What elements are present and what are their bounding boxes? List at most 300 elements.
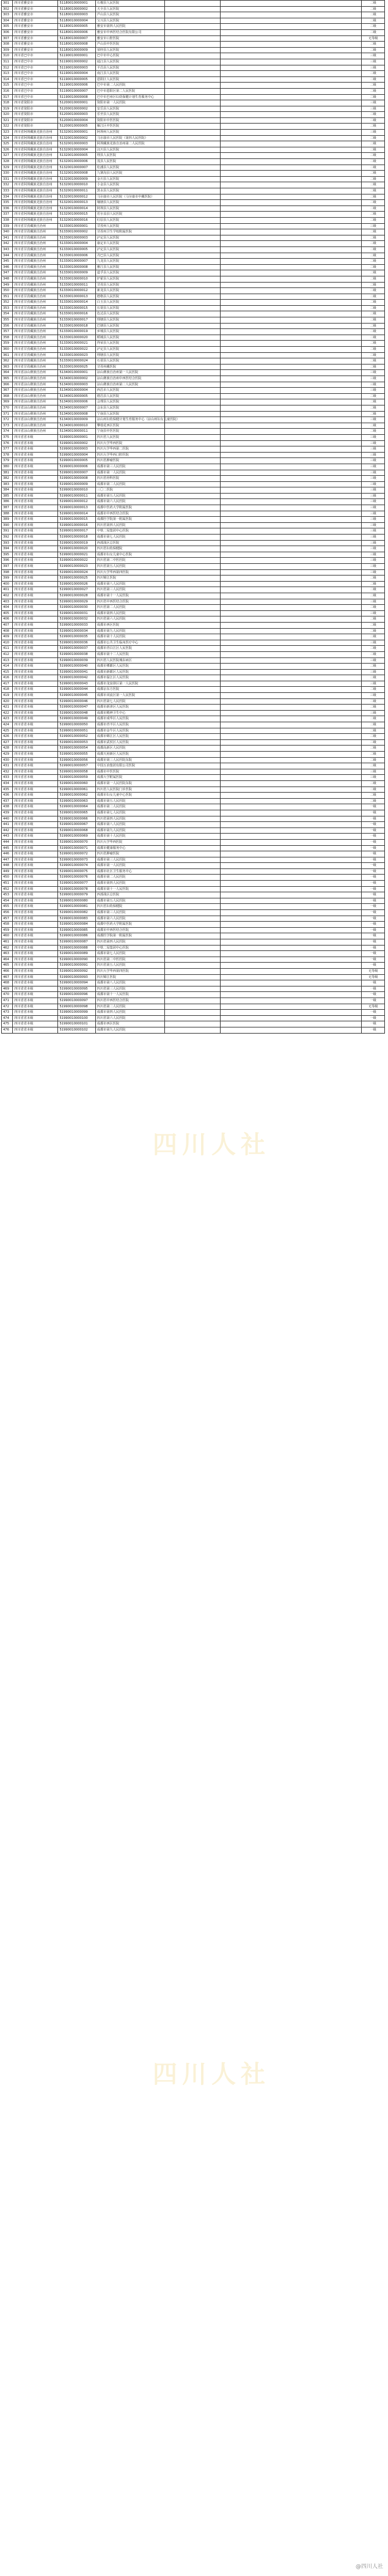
table-row xyxy=(2,616,385,623)
blank-cell xyxy=(221,71,362,77)
blank-cell xyxy=(164,147,220,153)
table-row xyxy=(2,822,385,828)
region-cell: 四川省甘孜藏族自治州 xyxy=(13,241,58,247)
table-row xyxy=(2,493,385,499)
blank-cell xyxy=(221,212,362,218)
row-number: 432 xyxy=(2,769,13,775)
blank-cell xyxy=(221,317,362,324)
code-cell: 51180010000004 xyxy=(58,18,95,24)
region-cell: 四川省省本级 xyxy=(13,693,58,699)
region-cell: 四川省省本级 xyxy=(13,540,58,546)
table-row xyxy=(2,868,385,875)
region-cell: 四川省甘孜藏族自治州 xyxy=(13,288,58,294)
level-cell: 二级 xyxy=(362,117,385,124)
table-row xyxy=(2,881,385,887)
blank-cell xyxy=(164,605,220,611)
region-cell: 四川省省本级 xyxy=(13,816,58,822)
blank-cell xyxy=(221,922,362,928)
row-number: 412 xyxy=(2,651,13,657)
level-cell: 三级 xyxy=(362,458,385,464)
level-cell: 二级 xyxy=(362,646,385,652)
blank-cell xyxy=(221,581,362,587)
level-cell: 二级 xyxy=(362,241,385,247)
row-number: 419 xyxy=(2,693,13,699)
row-number: 459 xyxy=(2,927,13,933)
region-cell: 四川省省本级 xyxy=(13,734,58,740)
blank-cell xyxy=(221,1027,362,1033)
table-row xyxy=(2,610,385,616)
level-cell: 三级 xyxy=(362,106,385,112)
table-row xyxy=(2,875,385,881)
level-cell: 三级 xyxy=(362,693,385,699)
level-cell: 二级 xyxy=(362,259,385,265)
blank-cell xyxy=(164,752,220,758)
table-row xyxy=(2,664,385,670)
table-row xyxy=(2,675,385,681)
level-cell: 二级 xyxy=(362,88,385,94)
hospital-name-cell: 茂县人民医院 xyxy=(95,159,164,165)
row-number: 359 xyxy=(2,341,13,347)
row-number: 434 xyxy=(2,780,13,786)
blank-cell xyxy=(164,259,220,265)
blank-cell xyxy=(221,868,362,875)
region-cell: 四川省省本级 xyxy=(13,728,58,734)
region-cell: 四川省甘孜藏族自治州 xyxy=(13,294,58,300)
blank-cell xyxy=(221,241,362,247)
row-number: 442 xyxy=(2,827,13,834)
table-row xyxy=(2,47,385,53)
blank-cell xyxy=(164,822,220,828)
blank-cell xyxy=(164,646,220,652)
hospital-name-cell: 凉山州妇幼保健计划生育服务中心（凉山州妇女儿童医院） xyxy=(95,417,164,423)
blank-cell xyxy=(164,775,220,781)
hospital-name-cell: 甘孜县人民医院 xyxy=(95,282,164,288)
code-cell: 51990010000019 xyxy=(58,540,95,546)
hospital-name-cell: 西部战区总医院 xyxy=(95,540,164,546)
table-row xyxy=(2,951,385,957)
row-number: 386 xyxy=(2,499,13,505)
level-cell: 二级 xyxy=(362,153,385,159)
code-cell: 51990010000001 xyxy=(58,434,95,440)
row-number: 441 xyxy=(2,822,13,828)
hospital-name-cell: 黑水县人民医院 xyxy=(95,188,164,194)
code-cell: 51180010000006 xyxy=(58,29,95,35)
blank-cell xyxy=(164,217,220,223)
code-cell: 51990010000069 xyxy=(58,834,95,840)
level-cell: 二级 xyxy=(362,716,385,722)
level-cell: 二级 xyxy=(362,112,385,118)
code-cell: 51340010000008 xyxy=(58,411,95,417)
blank-cell xyxy=(164,669,220,675)
hospital-name-cell: 四川大学华西医院 xyxy=(95,440,164,446)
region-cell: 四川省巴中市 xyxy=(13,88,58,94)
hospital-name-cell: 成都市第六人民医院 xyxy=(95,499,164,505)
blank-cell xyxy=(221,1004,362,1010)
hospital-name-cell: 德格县人民医院 xyxy=(95,294,164,300)
row-number: 378 xyxy=(2,452,13,458)
region-cell: 四川省省本级 xyxy=(13,957,58,963)
row-number: 464 xyxy=(2,957,13,963)
level-cell: 三级 xyxy=(362,511,385,517)
code-cell: 51190010000003 xyxy=(58,65,95,71)
row-number: 348 xyxy=(2,276,13,282)
region-cell: 四川省省本级 xyxy=(13,517,58,523)
region-cell: 四川省省本级 xyxy=(13,939,58,946)
hospital-name-cell: 成都医学院第一附属医院 xyxy=(95,933,164,939)
row-number: 433 xyxy=(2,775,13,781)
region-cell: 四川省省本级 xyxy=(13,775,58,781)
table-row xyxy=(2,352,385,358)
code-cell: 51990010000048 xyxy=(58,710,95,716)
table-row xyxy=(2,599,385,605)
blank-cell xyxy=(221,253,362,259)
code-cell: 51990010000065 xyxy=(58,810,95,816)
code-cell: 51990010000047 xyxy=(58,705,95,711)
level-cell: 二级 xyxy=(362,300,385,306)
blank-cell xyxy=(164,834,220,840)
hospital-name-cell: 阿坝县人民医院 xyxy=(95,205,164,212)
code-cell: 51330010000003 xyxy=(58,235,95,241)
code-cell: 51990010000066 xyxy=(58,816,95,822)
blank-cell xyxy=(221,341,362,347)
blank-cell xyxy=(221,511,362,517)
level-cell: 三级 xyxy=(362,434,385,440)
row-number: 316 xyxy=(2,88,13,94)
blank-cell xyxy=(164,827,220,834)
table-row xyxy=(2,217,385,223)
level-cell: 二级 xyxy=(362,282,385,288)
hospital-name-cell: 新龙县人民医院 xyxy=(95,288,164,294)
blank-cell xyxy=(221,18,362,24)
hospital-name-cell: 德昌县人民医院 xyxy=(95,393,164,399)
region-cell: 四川省省本级 xyxy=(13,839,58,845)
hospital-name-cell: 成都高新区人民医院 xyxy=(95,746,164,752)
hospital-name-cell: 成都医学院第一附属医院 xyxy=(95,517,164,523)
blank-cell xyxy=(164,1010,220,1016)
row-number: 373 xyxy=(2,423,13,429)
code-cell: 51330010000022 xyxy=(58,347,95,353)
table-row xyxy=(2,223,385,229)
region-cell: 四川省甘孜藏族自治州 xyxy=(13,305,58,311)
region-cell: 四川省省本级 xyxy=(13,522,58,528)
code-cell: 51990010000007 xyxy=(58,470,95,476)
level-cell: 一级 xyxy=(362,827,385,834)
level-cell: 三级 xyxy=(362,540,385,546)
region-cell: 四川省省本级 xyxy=(13,628,58,634)
blank-cell xyxy=(221,992,362,998)
region-cell: 四川省甘孜藏族自治州 xyxy=(13,347,58,353)
row-number: 307 xyxy=(2,35,13,42)
hospital-name-cell: 成都市第三人民医院 xyxy=(95,857,164,863)
hospital-name-cell: 四川省第六人民医院 xyxy=(95,1015,164,1021)
code-cell: 51990010000046 xyxy=(58,698,95,705)
code-cell: 51990010000036 xyxy=(58,640,95,646)
blank-cell xyxy=(164,769,220,775)
blank-cell xyxy=(221,282,362,288)
level-cell: 二级 xyxy=(362,311,385,317)
region-cell: 四川省省本级 xyxy=(13,910,58,916)
table-row xyxy=(2,458,385,464)
row-number: 382 xyxy=(2,476,13,482)
hospital-name-cell: 成都大学附属医院 xyxy=(95,775,164,781)
blank-cell xyxy=(221,1021,362,1027)
row-number: 385 xyxy=(2,493,13,499)
blank-cell xyxy=(221,335,362,341)
level-cell: 三级 xyxy=(362,446,385,453)
hospital-name-cell: 阿坝州人民医院 xyxy=(95,130,164,136)
table-row xyxy=(2,746,385,752)
hospital-name-cell: 平昌县人民医院 xyxy=(95,65,164,71)
blank-cell xyxy=(221,845,362,851)
region-cell: 四川省雅安市 xyxy=(13,12,58,18)
code-cell: 51990010000002 xyxy=(58,440,95,446)
blank-cell xyxy=(221,528,362,535)
level-cell: 二级 xyxy=(362,323,385,329)
row-number: 466 xyxy=(2,968,13,974)
hospital-name-cell: 成都市第二人民医院 xyxy=(95,804,164,810)
blank-cell xyxy=(221,945,362,951)
code-cell: 51320010000010 xyxy=(58,182,95,188)
region-cell: 四川省凉山彝族自治州 xyxy=(13,429,58,435)
code-cell: 51330010000004 xyxy=(58,241,95,247)
table-row xyxy=(2,569,385,576)
table-row xyxy=(2,1021,385,1027)
region-cell: 四川省省本级 xyxy=(13,564,58,570)
blank-cell xyxy=(221,576,362,582)
blank-cell xyxy=(221,83,362,89)
blank-cell xyxy=(221,963,362,969)
blank-cell xyxy=(221,646,362,652)
code-cell: 51990010000026 xyxy=(58,581,95,587)
code-cell: 51330010000017 xyxy=(58,317,95,324)
level-cell: 三级 xyxy=(362,669,385,675)
level-cell: 二级 xyxy=(362,317,385,324)
code-cell: 51200010000002 xyxy=(58,106,95,112)
hospital-name-cell: 成都中医药大学附属医院 xyxy=(95,505,164,511)
level-cell: 一级 xyxy=(362,980,385,986)
hospital-name-cell: 四川省第二中医医院 xyxy=(95,558,164,564)
row-number: 306 xyxy=(2,29,13,35)
blank-cell xyxy=(164,634,220,640)
blank-cell xyxy=(164,599,220,605)
blank-cell xyxy=(164,716,220,722)
level-cell: 二级 xyxy=(362,581,385,587)
level-cell: 一级 xyxy=(362,845,385,851)
table-row xyxy=(2,916,385,922)
region-cell: 四川省甘孜藏族自治州 xyxy=(13,352,58,358)
blank-cell xyxy=(221,6,362,12)
code-cell: 51320010000012 xyxy=(58,194,95,200)
row-number: 328 xyxy=(2,159,13,165)
row-number: 457 xyxy=(2,916,13,922)
code-cell: 51320010000004 xyxy=(58,147,95,153)
hospital-name-cell: 成都市第二人民医院 xyxy=(95,481,164,487)
level-cell: 三级 xyxy=(362,599,385,605)
region-cell: 四川省省本级 xyxy=(13,757,58,763)
row-number: 427 xyxy=(2,739,13,746)
region-cell: 四川省甘孜藏族自治州 xyxy=(13,259,58,265)
code-cell: 51340010000009 xyxy=(58,417,95,423)
hospital-name-cell: 巴中市中心医院 xyxy=(95,53,164,59)
row-number: 345 xyxy=(2,259,13,265)
code-cell: 51990010000041 xyxy=(58,669,95,675)
row-number: 445 xyxy=(2,845,13,851)
blank-cell xyxy=(221,698,362,705)
hospital-name-cell: 成都市第七人民医院 xyxy=(95,951,164,957)
region-cell: 四川省雅安市 xyxy=(13,29,58,35)
level-cell: 三级 xyxy=(362,470,385,476)
blank-cell xyxy=(164,165,220,171)
level-cell: 二级 xyxy=(362,188,385,194)
code-cell: 51200010000003 xyxy=(58,112,95,118)
hospital-name-cell: 四川省第四人民医院 xyxy=(95,816,164,822)
region-cell: 四川省省本级 xyxy=(13,822,58,828)
code-cell: 51990010000053 xyxy=(58,739,95,746)
blank-cell xyxy=(221,476,362,482)
level-cell: 二级 xyxy=(362,212,385,218)
code-cell: 51340010000003 xyxy=(58,382,95,388)
region-cell: 四川省省本级 xyxy=(13,458,58,464)
level-cell: 一级 xyxy=(362,951,385,957)
blank-cell xyxy=(164,18,220,24)
level-cell: 二级 xyxy=(362,71,385,77)
region-cell: 四川省甘孜藏族自治州 xyxy=(13,223,58,229)
hospital-name-cell: 中铁二局集团中心医院 xyxy=(95,528,164,535)
table-row xyxy=(2,769,385,775)
level-cell: 三级 xyxy=(362,552,385,558)
blank-cell xyxy=(164,130,220,136)
level-cell: 三级 xyxy=(362,481,385,487)
blank-cell xyxy=(221,24,362,30)
hospital-name-cell: 四川大学华西第二医院 xyxy=(95,446,164,453)
blank-cell xyxy=(164,1027,220,1033)
blank-cell xyxy=(164,511,220,517)
region-cell: 四川省甘孜藏族自治州 xyxy=(13,364,58,370)
level-cell: 三级 xyxy=(362,59,385,65)
table-row xyxy=(2,405,385,411)
code-cell: 51990010000006 xyxy=(58,464,95,470)
hospital-name-cell: 成都市新津区人民医院 xyxy=(95,705,164,711)
code-cell: 51990010000013 xyxy=(58,505,95,511)
table-row xyxy=(2,816,385,822)
blank-cell xyxy=(221,816,362,822)
code-cell: 51990010000057 xyxy=(58,763,95,769)
table-row xyxy=(2,235,385,241)
table-row xyxy=(2,481,385,487)
region-cell: 四川省省本级 xyxy=(13,922,58,928)
row-number: 462 xyxy=(2,945,13,951)
row-number: 318 xyxy=(2,100,13,106)
row-number: 375 xyxy=(2,434,13,440)
code-cell: 51990010000060 xyxy=(58,780,95,786)
level-cell: 二级 xyxy=(362,194,385,200)
region-cell: 四川省甘孜藏族自治州 xyxy=(13,311,58,317)
blank-cell xyxy=(221,270,362,276)
blank-cell xyxy=(221,569,362,576)
code-cell: 51190010000006 xyxy=(58,83,95,89)
region-cell: 四川省省本级 xyxy=(13,793,58,799)
blank-cell xyxy=(164,569,220,576)
table-row xyxy=(2,698,385,705)
region-cell: 四川省省本级 xyxy=(13,705,58,711)
region-cell: 四川省省本级 xyxy=(13,851,58,857)
hospital-name-cell: 道孚县人民医院 xyxy=(95,270,164,276)
blank-cell xyxy=(221,446,362,453)
region-cell: 四川省省本级 xyxy=(13,769,58,775)
hospital-name-cell: 会理县人民医院 xyxy=(95,399,164,405)
code-cell: 51990010000063 xyxy=(58,798,95,804)
blank-cell xyxy=(164,499,220,505)
table-row xyxy=(2,945,385,951)
row-number: 448 xyxy=(2,863,13,869)
region-cell: 四川省资阳市 xyxy=(13,106,58,112)
level-cell: 三级 xyxy=(362,610,385,616)
level-cell: 二级 xyxy=(362,763,385,769)
hospital-name-cell: 成都市第九人民医院 xyxy=(95,628,164,634)
level-cell: 一级 xyxy=(362,834,385,840)
code-cell: 51200010000001 xyxy=(58,100,95,106)
table-row xyxy=(2,845,385,851)
blank-cell xyxy=(221,382,362,388)
code-cell: 51990010000004 xyxy=(58,452,95,458)
hospital-name-cell: 成都市第十一人民医院 xyxy=(95,886,164,892)
region-cell: 四川省省本级 xyxy=(13,651,58,657)
hospital-name-cell: 四川省妇幼保健院 xyxy=(95,546,164,552)
blank-cell xyxy=(221,616,362,623)
blank-cell xyxy=(164,83,220,89)
row-number: 443 xyxy=(2,834,13,840)
hospital-name-cell: 成都市青白江区人民医院 xyxy=(95,646,164,652)
code-cell: 51340010000010 xyxy=(58,423,95,429)
region-cell: 四川省省本级 xyxy=(13,505,58,511)
row-number: 409 xyxy=(2,634,13,640)
table-row xyxy=(2,687,385,693)
region-cell: 四川省省本级 xyxy=(13,951,58,957)
row-number: 471 xyxy=(2,997,13,1004)
level-cell: 二级 xyxy=(362,728,385,734)
table-row xyxy=(2,734,385,740)
code-cell: 51990010000086 xyxy=(58,933,95,939)
level-cell: 二级 xyxy=(362,165,385,171)
table-row xyxy=(2,229,385,235)
blank-cell xyxy=(164,176,220,182)
blank-cell xyxy=(164,194,220,200)
code-cell: 51190010000002 xyxy=(58,59,95,65)
blank-cell xyxy=(164,141,220,147)
blank-cell xyxy=(221,499,362,505)
table-row xyxy=(2,710,385,716)
level-cell: 二级 xyxy=(362,698,385,705)
region-cell: 四川省省本级 xyxy=(13,464,58,470)
hospital-name-cell: 宁南县中医医院 xyxy=(95,429,164,435)
level-cell: 一级 xyxy=(362,1010,385,1016)
level-cell: 二级 xyxy=(362,358,385,365)
table-row xyxy=(2,241,385,247)
blank-cell xyxy=(164,35,220,42)
table-row xyxy=(2,446,385,453)
level-cell: 二级 xyxy=(362,393,385,399)
row-number: 436 xyxy=(2,793,13,799)
blank-cell xyxy=(164,305,220,311)
row-number: 350 xyxy=(2,288,13,294)
level-cell: 二级 xyxy=(362,329,385,335)
blank-cell xyxy=(164,1021,220,1027)
blank-cell xyxy=(164,159,220,165)
row-number: 456 xyxy=(2,910,13,916)
level-cell: 一级 xyxy=(362,957,385,963)
blank-cell xyxy=(164,910,220,916)
row-number: 402 xyxy=(2,593,13,599)
